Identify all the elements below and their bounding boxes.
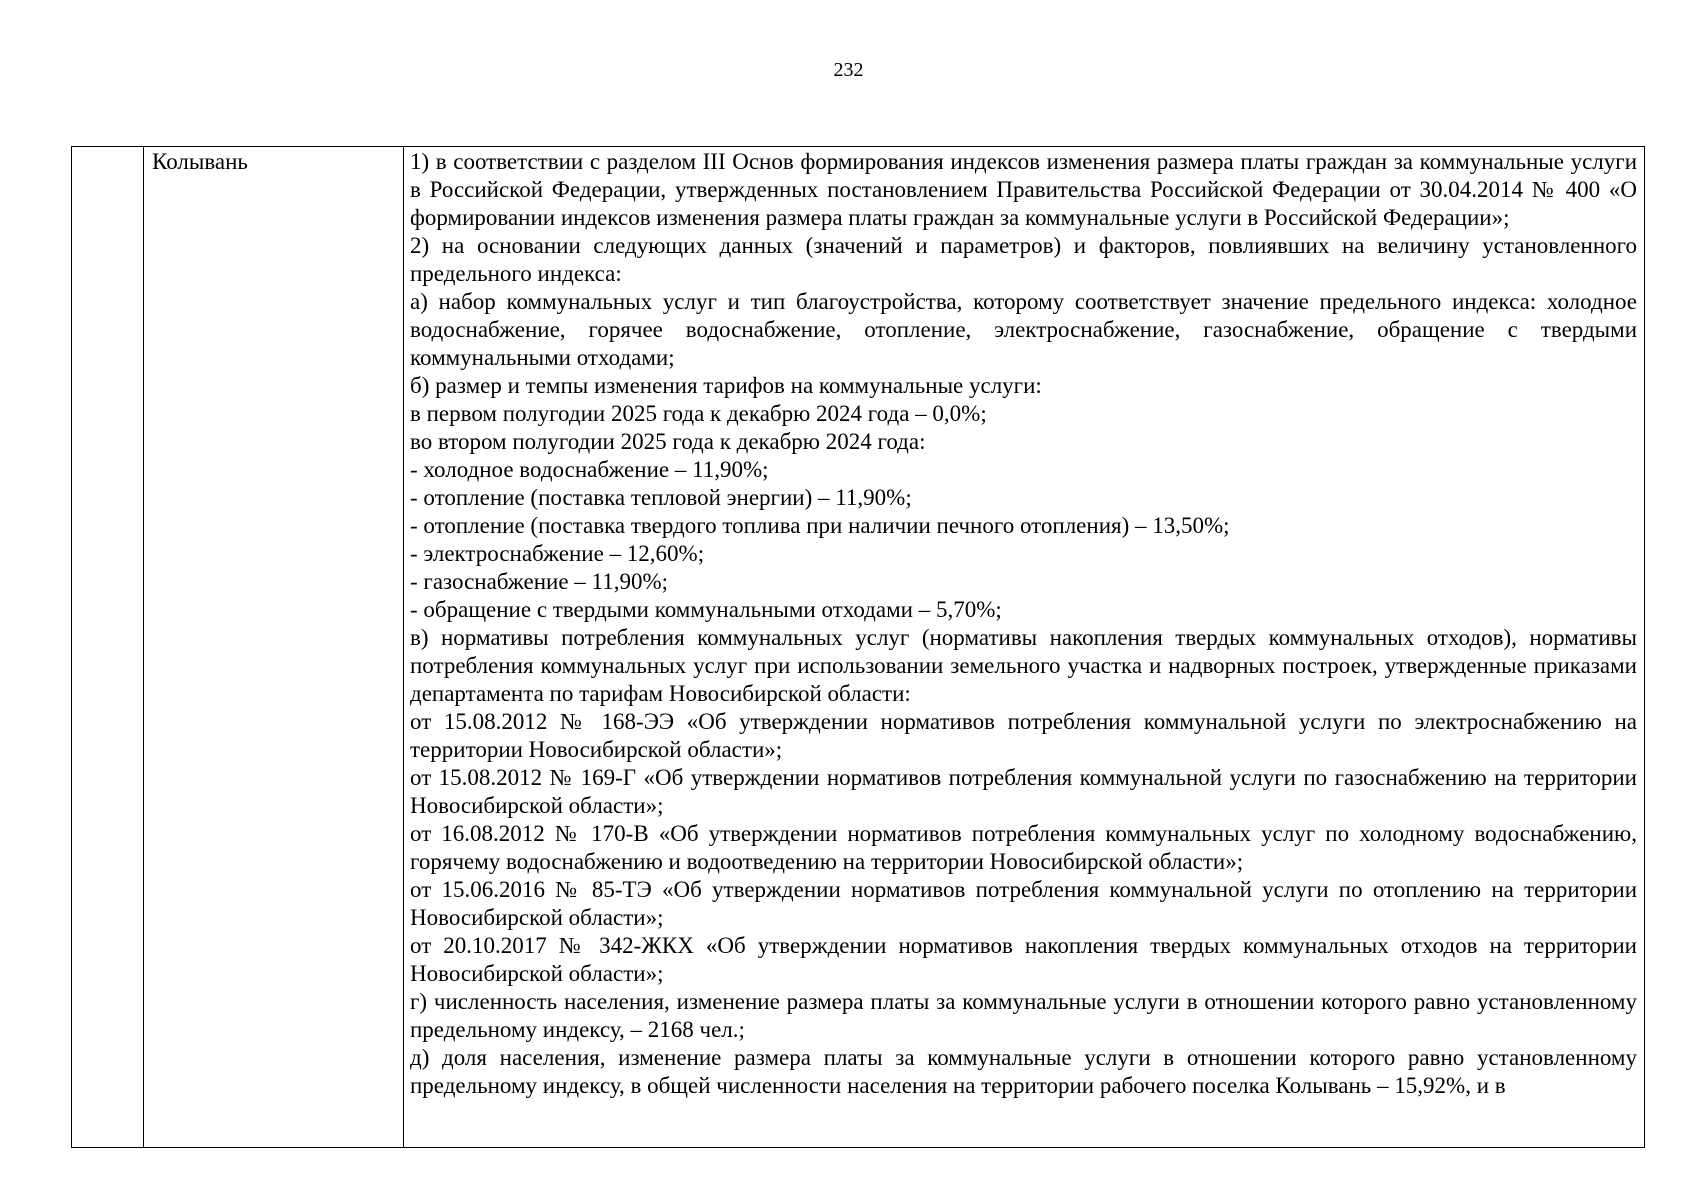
description-cell <box>404 147 1645 1148</box>
list-item-heating-solid-fuel: - отопление (поставка твердого топлива при наличии печного отопления) – 13,50%; <box>410 513 1230 538</box>
list-item-gas: - газоснабжение – 11,90%; <box>410 569 668 594</box>
order-168-ee: от 15.08.2012 № 168-ЭЭ «Об утверждении нормативов потребления коммунальной услуги по электроснабжению на территории Новосибирской области»; <box>410 709 1637 762</box>
paragraph-basis: 1) в соответствии с разделом III Основ формирования индексов изменения размера платы граждан за коммунальные услуги в Российской Федерации, утвержденных постановлением Правительства Российской Федерации от 30.04.2014 № 400 «О формировании индексов изменения размера платы граждан за коммунальные услуги в Российской Федерации»; <box>410 149 1637 230</box>
paragraph-population-share: д) доля населения, изменение размера платы за коммунальные услуги в отношении которого равно установленному предельному индексу, в общей численности населения на территории рабочего поселка Колывань – 15,92%, и в <box>410 1045 1637 1098</box>
list-item-solid-waste: - обращение с твердыми коммунальными отходами – 5,70%; <box>410 597 1002 622</box>
list-item-electricity: - электроснабжение – 12,60%; <box>410 541 705 566</box>
paragraph-population: г) численность населения, изменение размера платы за коммунальные услуги в отношении которого равно установленному предельному индексу, – 2168 чел.; <box>410 989 1637 1042</box>
table-row <box>72 147 1645 1148</box>
row-number-cell <box>72 147 144 1148</box>
order-85-te: от 15.06.2016 № 85-ТЭ «Об утверждении нормативов потребления коммунальной услуги по отоплению на территории Новосибирской области»; <box>410 877 1637 930</box>
paragraph-services-set: а) набор коммунальных услуг и тип благоустройства, которому соответствует значение предельного индекса: холодное водоснабжение, горячее водоснабжение, отопление, электроснабжение, газоснабжение, обращение с твердыми коммунальными отходами; <box>410 289 1637 370</box>
order-170-v: от 16.08.2012 № 170-В «Об утверждении нормативов потребления коммунальных услуг по холодному водоснабжению, горячему водоснабжению и водоотведению на территории Новосибирской области»; <box>410 821 1637 874</box>
order-169-g: от 15.08.2012 № 169-Г «Об утверждении нормативов потребления коммунальной услуги по газоснабжению на территории Новосибирской области»; <box>410 765 1637 818</box>
paragraph-factors: 2) на основании следующих данных (значений и параметров) и факторов, повлиявших на величину установленного предельного индекса: <box>410 233 1637 286</box>
paragraph-second-half: во втором полугодии 2025 года к декабрю 2024 года: <box>410 429 926 454</box>
locality-name-cell: Колывань <box>144 147 404 1148</box>
list-item-heating-heat: - отопление (поставка тепловой энергии) – 11,90%; <box>410 485 912 510</box>
list-item-cold-water: - холодное водоснабжение – 11,90%; <box>410 457 769 482</box>
paragraph-first-half: в первом полугодии 2025 года к декабрю 2024 года – 0,0%; <box>410 401 987 426</box>
order-342-zhkh: от 20.10.2017 № 342-ЖКХ «Об утверждении нормативов накопления твердых коммунальных отходов на территории Новосибирской области»; <box>410 933 1637 986</box>
paragraph-tariff-rates: б) размер и темпы изменения тарифов на коммунальные услуги: <box>410 373 1042 398</box>
document-table <box>71 146 1645 1148</box>
page-number: 232 <box>833 59 864 81</box>
paragraph-consumption-norms: в) нормативы потребления коммунальных услуг (нормативы накопления твердых коммунальных отходов), нормативы потребления коммунальных услуг при использовании земельного участка и надворных построек, утвержденные приказами департамента по тарифам Новосибирской области: <box>410 625 1637 706</box>
